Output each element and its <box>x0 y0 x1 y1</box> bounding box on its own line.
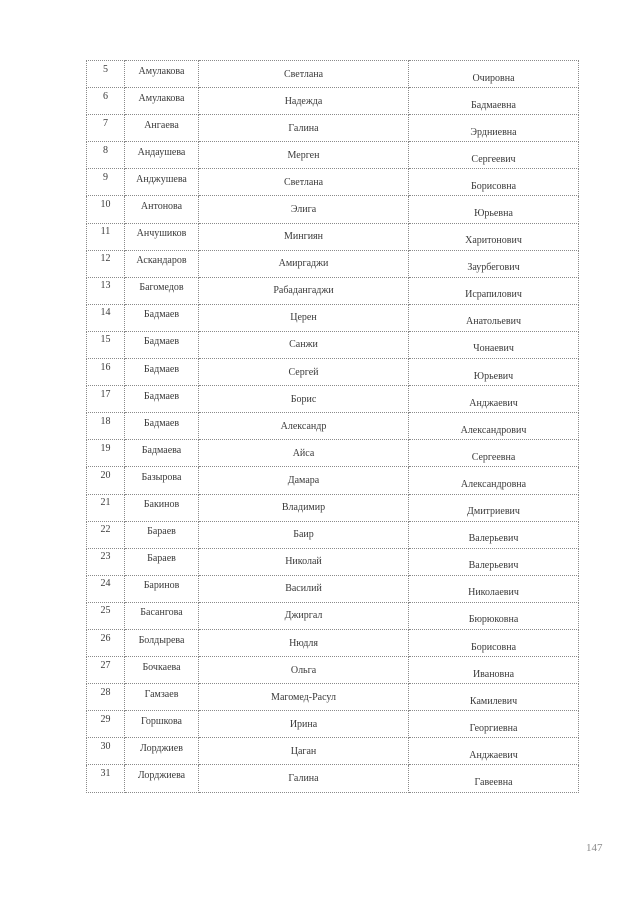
patronymic-cell <box>409 88 579 115</box>
surname-cell-text: Анджушева <box>136 173 187 185</box>
first-name-cell-text: Элига <box>290 204 317 216</box>
first-name-cell-text: Дамара <box>287 474 320 486</box>
first-name-cell <box>199 196 409 223</box>
surname-cell-text: Болдырева <box>138 634 185 646</box>
first-name-cell-text: Амиргаджи <box>278 258 329 270</box>
first-name-cell-text: Галина <box>288 772 319 784</box>
surname-cell <box>125 548 199 575</box>
row-number-cell <box>87 359 125 386</box>
table-row <box>87 88 579 115</box>
row-number-cell <box>87 629 125 656</box>
row-number-cell-text: 9 <box>103 171 108 183</box>
table-row <box>87 359 579 386</box>
surname-cell-text: Багомедов <box>139 282 184 294</box>
row-number-cell <box>87 304 125 331</box>
patronymic-cell <box>409 440 579 467</box>
row-number-cell-text: 30 <box>100 740 111 752</box>
row-number-cell <box>87 115 125 142</box>
first-name-cell <box>199 142 409 169</box>
surname-cell <box>125 277 199 304</box>
first-name-cell-text: Светлана <box>283 68 324 80</box>
patronymic-cell-text: Александровна <box>460 478 527 490</box>
surname-cell-text: Лорджиев <box>140 742 183 754</box>
table-row <box>87 467 579 494</box>
first-name-cell <box>199 711 409 738</box>
table-row <box>87 684 579 711</box>
patronymic-cell <box>409 467 579 494</box>
patronymic-cell-text: Сергеевна <box>471 451 516 463</box>
surname-cell-text: Горшкова <box>141 715 182 727</box>
surname-cell-text: Аскандаров <box>136 255 187 267</box>
table-row <box>87 548 579 575</box>
row-number-cell <box>87 738 125 765</box>
surname-cell-text: Амулакова <box>138 65 185 77</box>
row-number-cell-text: 29 <box>100 713 111 725</box>
patronymic-cell-text: Анджаевич <box>469 397 518 409</box>
first-name-cell <box>199 684 409 711</box>
row-number-cell <box>87 684 125 711</box>
surname-cell <box>125 494 199 521</box>
patronymic-cell-text: Борисовна <box>470 180 517 192</box>
surname-cell <box>125 61 199 88</box>
patronymic-cell-text: Юрьевич <box>473 370 514 382</box>
surname-cell-text: Бадмаев <box>143 390 180 402</box>
first-name-cell <box>199 413 409 440</box>
surname-cell-text: Анчушиков <box>136 228 187 240</box>
first-name-cell-text: Церен <box>290 312 317 324</box>
first-name-cell <box>199 629 409 656</box>
table-row <box>87 738 579 765</box>
table-row <box>87 657 579 684</box>
row-number-cell-text: 13 <box>100 280 111 292</box>
first-name-cell <box>199 494 409 521</box>
first-name-cell-text: Мерген <box>287 149 320 161</box>
patronymic-cell-text: Георгиевна <box>469 722 518 734</box>
table-row <box>87 629 579 656</box>
patronymic-cell-text: Валерьевич <box>468 560 519 572</box>
first-name-cell <box>199 575 409 602</box>
surname-cell <box>125 331 199 358</box>
surname-cell-text: Амулакова <box>138 92 185 104</box>
row-number-cell <box>87 467 125 494</box>
first-name-cell <box>199 548 409 575</box>
surname-cell-text: Ангаева <box>144 119 179 131</box>
row-number-cell <box>87 196 125 223</box>
patronymic-cell <box>409 711 579 738</box>
patronymic-cell <box>409 575 579 602</box>
first-name-cell-text: Светлана <box>283 176 324 188</box>
first-name-cell <box>199 331 409 358</box>
row-number-cell-text: 27 <box>100 659 111 671</box>
row-number-cell <box>87 602 125 629</box>
patronymic-cell-text: Камилевич <box>469 695 518 707</box>
row-number-cell-text: 25 <box>100 605 111 617</box>
row-number-cell-text: 14 <box>100 307 111 319</box>
surname-cell <box>125 602 199 629</box>
surname-cell <box>125 115 199 142</box>
surname-cell <box>125 169 199 196</box>
first-name-cell-text: Василий <box>285 583 322 595</box>
surname-cell <box>125 196 199 223</box>
row-number-cell <box>87 440 125 467</box>
first-name-cell <box>199 277 409 304</box>
row-number-cell <box>87 142 125 169</box>
row-number-cell <box>87 386 125 413</box>
first-name-cell <box>199 359 409 386</box>
row-number-cell-text: 23 <box>100 551 111 563</box>
patronymic-cell <box>409 331 579 358</box>
surname-cell-text: Бараев <box>147 526 176 538</box>
row-number-cell <box>87 61 125 88</box>
patronymic-cell <box>409 494 579 521</box>
patronymic-cell-text: Заурбегович <box>467 262 520 274</box>
first-name-cell <box>199 61 409 88</box>
table-row <box>87 386 579 413</box>
row-number-cell <box>87 521 125 548</box>
row-number-cell <box>87 277 125 304</box>
first-name-cell <box>199 467 409 494</box>
first-name-cell-text: Магомед-Расул <box>271 691 336 703</box>
patronymic-cell-text: Очировна <box>472 72 515 84</box>
first-name-cell <box>199 115 409 142</box>
patronymic-cell <box>409 61 579 88</box>
surname-cell <box>125 467 199 494</box>
surname-cell-text: Лорджиева <box>137 769 186 781</box>
patronymic-cell <box>409 413 579 440</box>
first-name-cell-text: Айса <box>292 447 315 459</box>
patronymic-cell-text: Юрьевна <box>474 208 513 220</box>
surname-cell <box>125 684 199 711</box>
surname-cell <box>125 657 199 684</box>
surname-cell <box>125 386 199 413</box>
surname-cell <box>125 142 199 169</box>
first-name-cell-text: Галина <box>288 122 319 134</box>
patronymic-cell <box>409 223 579 250</box>
patronymic-cell-text: Николаевич <box>468 587 519 599</box>
patronymic-cell <box>409 304 579 331</box>
surname-cell-text: Бакинов <box>143 499 180 511</box>
table-row <box>87 521 579 548</box>
first-name-cell-text: Нюдля <box>289 637 318 649</box>
surname-cell <box>125 304 199 331</box>
row-number-cell-text: 15 <box>100 334 111 346</box>
first-name-cell <box>199 657 409 684</box>
first-name-cell <box>199 738 409 765</box>
first-name-cell <box>199 602 409 629</box>
table-row <box>87 575 579 602</box>
surname-cell-text: Басангова <box>140 607 183 619</box>
first-name-cell <box>199 765 409 792</box>
surname-cell-text: Бадмаев <box>143 417 180 429</box>
first-name-cell <box>199 521 409 548</box>
table-row <box>87 142 579 169</box>
patronymic-cell-text: Эрдниевна <box>470 126 517 138</box>
roster-table-body <box>87 61 579 793</box>
surname-cell <box>125 223 199 250</box>
patronymic-cell <box>409 602 579 629</box>
patronymic-cell-text: Валерьевич <box>468 533 519 545</box>
patronymic-cell-text: Дмитриевич <box>467 506 520 518</box>
first-name-cell-text: Мингиян <box>284 231 323 243</box>
first-name-cell <box>199 223 409 250</box>
row-number-cell <box>87 169 125 196</box>
surname-cell <box>125 711 199 738</box>
first-name-cell <box>199 250 409 277</box>
table-row <box>87 277 579 304</box>
patronymic-cell-text: Исрапилович <box>465 289 522 301</box>
patronymic-cell-text: Сергеевич <box>471 153 516 165</box>
row-number-cell-text: 6 <box>103 90 108 102</box>
table-row <box>87 115 579 142</box>
first-name-cell-text: Сергей <box>288 366 319 378</box>
table-row <box>87 250 579 277</box>
surname-cell-text: Бараев <box>147 553 176 565</box>
table-row <box>87 61 579 88</box>
patronymic-cell-text: Бадмаевна <box>471 99 516 111</box>
surname-cell-text: Баринов <box>143 580 180 592</box>
patronymic-cell <box>409 115 579 142</box>
row-number-cell <box>87 331 125 358</box>
patronymic-cell <box>409 629 579 656</box>
surname-cell-text: Базырова <box>141 471 182 483</box>
first-name-cell-text: Джиргал <box>284 610 323 622</box>
patronymic-cell <box>409 521 579 548</box>
row-number-cell-text: 8 <box>103 144 108 156</box>
patronymic-cell-text: Гавеевна <box>474 776 513 788</box>
patronymic-cell-text: Александрович <box>460 424 527 436</box>
table-row <box>87 440 579 467</box>
table-row <box>87 602 579 629</box>
patronymic-cell-text: Борисовна <box>470 641 517 653</box>
table-row <box>87 196 579 223</box>
patronymic-cell <box>409 359 579 386</box>
surname-cell-text: Бадмаев <box>143 363 180 375</box>
patronymic-cell <box>409 548 579 575</box>
surname-cell <box>125 440 199 467</box>
table-row <box>87 169 579 196</box>
patronymic-cell <box>409 765 579 792</box>
patronymic-cell <box>409 684 579 711</box>
row-number-cell-text: 17 <box>100 388 111 400</box>
roster-table <box>86 60 579 793</box>
first-name-cell <box>199 169 409 196</box>
first-name-cell-text: Александр <box>280 420 327 432</box>
first-name-cell-text: Баир <box>293 529 314 541</box>
surname-cell <box>125 88 199 115</box>
patronymic-cell-text: Чонаевич <box>473 343 514 355</box>
table-row <box>87 413 579 440</box>
row-number-cell-text: 11 <box>100 226 111 238</box>
first-name-cell-text: Николай <box>285 556 322 568</box>
patronymic-cell <box>409 196 579 223</box>
surname-cell-text: Андаушева <box>137 146 186 158</box>
row-number-cell-text: 24 <box>100 578 111 590</box>
page-number: 147 <box>586 842 603 854</box>
row-number-cell <box>87 223 125 250</box>
first-name-cell-text: Борис <box>290 393 317 405</box>
row-number-cell-text: 22 <box>100 524 111 536</box>
surname-cell <box>125 738 199 765</box>
surname-cell-text: Бадмаев <box>143 336 180 348</box>
first-name-cell-text: Владимир <box>281 502 326 514</box>
first-name-cell-text: Рабадангаджи <box>273 285 334 297</box>
row-number-cell <box>87 88 125 115</box>
first-name-cell-text: Ирина <box>289 718 318 730</box>
row-number-cell-text: 7 <box>103 117 108 129</box>
patronymic-cell-text: Анджаевич <box>469 749 518 761</box>
row-number-cell-text: 20 <box>100 469 111 481</box>
first-name-cell <box>199 440 409 467</box>
patronymic-cell-text: Бюрюковна <box>468 614 519 626</box>
row-number-cell-text: 31 <box>100 767 111 779</box>
surname-cell-text: Гамзаев <box>144 688 179 700</box>
row-number-cell <box>87 548 125 575</box>
first-name-cell-text: Цаган <box>290 745 317 757</box>
row-number-cell <box>87 711 125 738</box>
patronymic-cell-text: Анатольевич <box>466 316 521 328</box>
table-row <box>87 223 579 250</box>
patronymic-cell-text: Ивановна <box>472 668 515 680</box>
row-number-cell <box>87 575 125 602</box>
row-number-cell <box>87 413 125 440</box>
table-row <box>87 765 579 792</box>
surname-cell <box>125 359 199 386</box>
row-number-cell <box>87 494 125 521</box>
row-number-cell-text: 21 <box>100 497 111 509</box>
row-number-cell <box>87 765 125 792</box>
first-name-cell-text: Санжи <box>289 339 318 351</box>
patronymic-cell <box>409 142 579 169</box>
surname-cell <box>125 765 199 792</box>
first-name-cell-text: Надежда <box>284 95 323 107</box>
first-name-cell <box>199 304 409 331</box>
row-number-cell-text: 5 <box>103 63 108 75</box>
row-number-cell-text: 18 <box>100 415 111 427</box>
table-row <box>87 494 579 521</box>
row-number-cell-text: 10 <box>100 199 111 211</box>
row-number-cell-text: 12 <box>100 253 111 265</box>
surname-cell-text: Антонова <box>140 201 183 213</box>
row-number-cell <box>87 657 125 684</box>
row-number-cell <box>87 250 125 277</box>
row-number-cell-text: 28 <box>100 686 111 698</box>
table-row <box>87 304 579 331</box>
surname-cell <box>125 521 199 548</box>
patronymic-cell <box>409 169 579 196</box>
row-number-cell-text: 19 <box>100 442 111 454</box>
first-name-cell <box>199 88 409 115</box>
patronymic-cell <box>409 386 579 413</box>
row-number-cell-text: 16 <box>100 361 111 373</box>
surname-cell <box>125 575 199 602</box>
surname-cell <box>125 250 199 277</box>
surname-cell-text: Бочкаева <box>142 661 181 673</box>
table-row <box>87 711 579 738</box>
surname-cell <box>125 629 199 656</box>
first-name-cell <box>199 386 409 413</box>
row-number-cell-text: 26 <box>100 632 111 644</box>
patronymic-cell <box>409 277 579 304</box>
patronymic-cell-text: Харитонович <box>465 235 522 247</box>
surname-cell <box>125 413 199 440</box>
first-name-cell-text: Ольга <box>290 664 317 676</box>
table-row <box>87 331 579 358</box>
patronymic-cell <box>409 657 579 684</box>
patronymic-cell <box>409 250 579 277</box>
patronymic-cell <box>409 738 579 765</box>
surname-cell-text: Бадмаев <box>143 309 180 321</box>
surname-cell-text: Бадмаева <box>141 444 182 456</box>
